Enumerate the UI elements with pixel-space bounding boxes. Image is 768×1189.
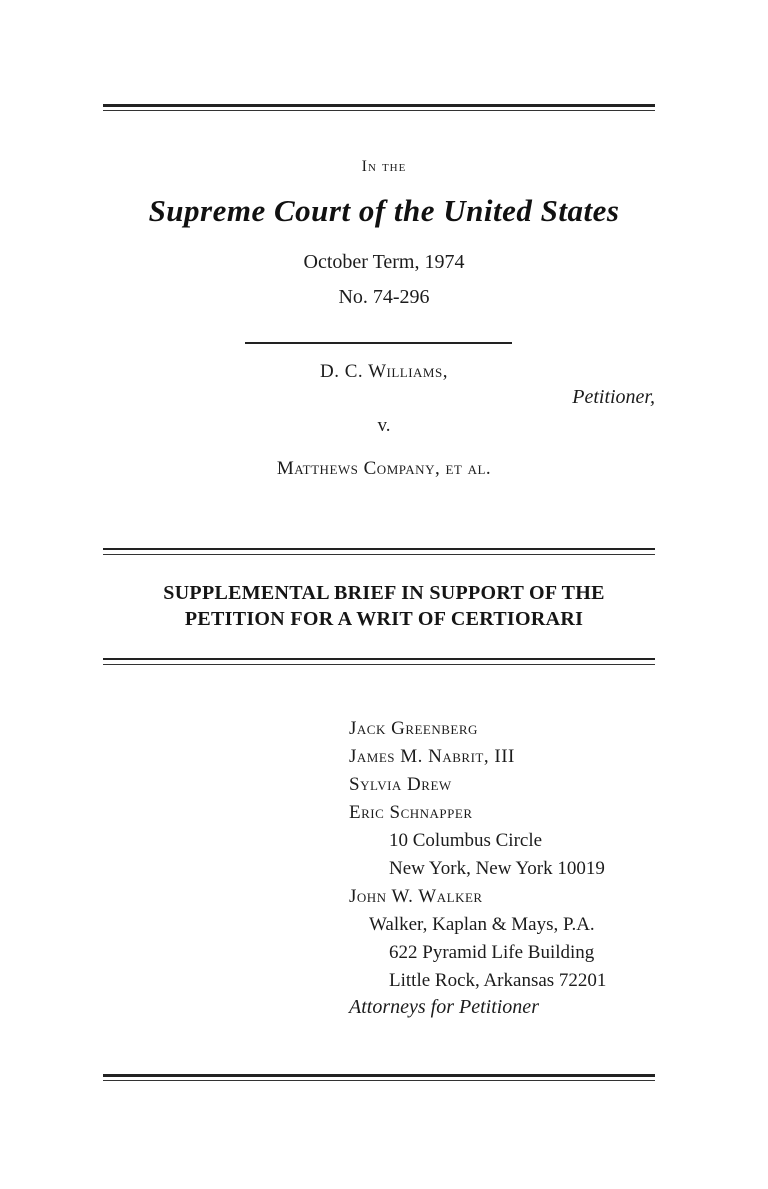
counsel-name: Jack Greenberg (349, 718, 478, 739)
title-rule-bottom-1 (103, 658, 655, 660)
caption-divider (245, 342, 512, 344)
brief-title-line2: PETITION FOR A WRIT OF CERTIORARI (184, 608, 584, 630)
versus: v. (377, 415, 391, 436)
counsel-address-line: New York, New York 10019 (389, 858, 605, 879)
counsel-name: James M. Nabrit, III (349, 746, 515, 767)
court-name: Supreme Court of the United States (148, 193, 620, 228)
title-rule-bottom-2 (103, 664, 655, 665)
counsel-address-line: 10 Columbus Circle (389, 830, 543, 851)
petitioner-name: D. C. Williams, (320, 361, 448, 382)
term: October Term, 1974 (303, 251, 465, 273)
counsel-name: Sylvia Drew (349, 774, 452, 795)
title-rule-top-1 (103, 548, 655, 550)
counsel-group-1 (349, 715, 605, 883)
brief-title (0, 580, 768, 632)
top-rule-thin (103, 110, 655, 111)
counsel-group-2 (349, 883, 606, 995)
brief-title-line1: SUPPLEMENTAL BRIEF IN SUPPORT OF THE (163, 582, 605, 604)
petitioner-role: Petitioner, (572, 386, 655, 408)
counsel-address-line: Little Rock, Arkansas 72201 (389, 970, 607, 991)
bottom-rule (103, 1074, 655, 1077)
counsel-firm: Walker, Kaplan & Mays, P.A. (369, 914, 595, 935)
counsel-name: John W. Walker (349, 886, 483, 907)
title-rule-top-2 (103, 554, 655, 555)
top-rule (103, 104, 655, 107)
counsel-name: Eric Schnapper (349, 802, 473, 823)
docket-number: No. 74-296 (338, 286, 430, 308)
counsel-address-line: 622 Pyramid Life Building (389, 942, 595, 963)
attorneys-for: Attorneys for Petitioner (349, 996, 539, 1018)
in-the-label: In the (361, 158, 407, 175)
bottom-rule-thin (103, 1080, 655, 1081)
respondent-name: Matthews Company, et al. (276, 458, 492, 479)
